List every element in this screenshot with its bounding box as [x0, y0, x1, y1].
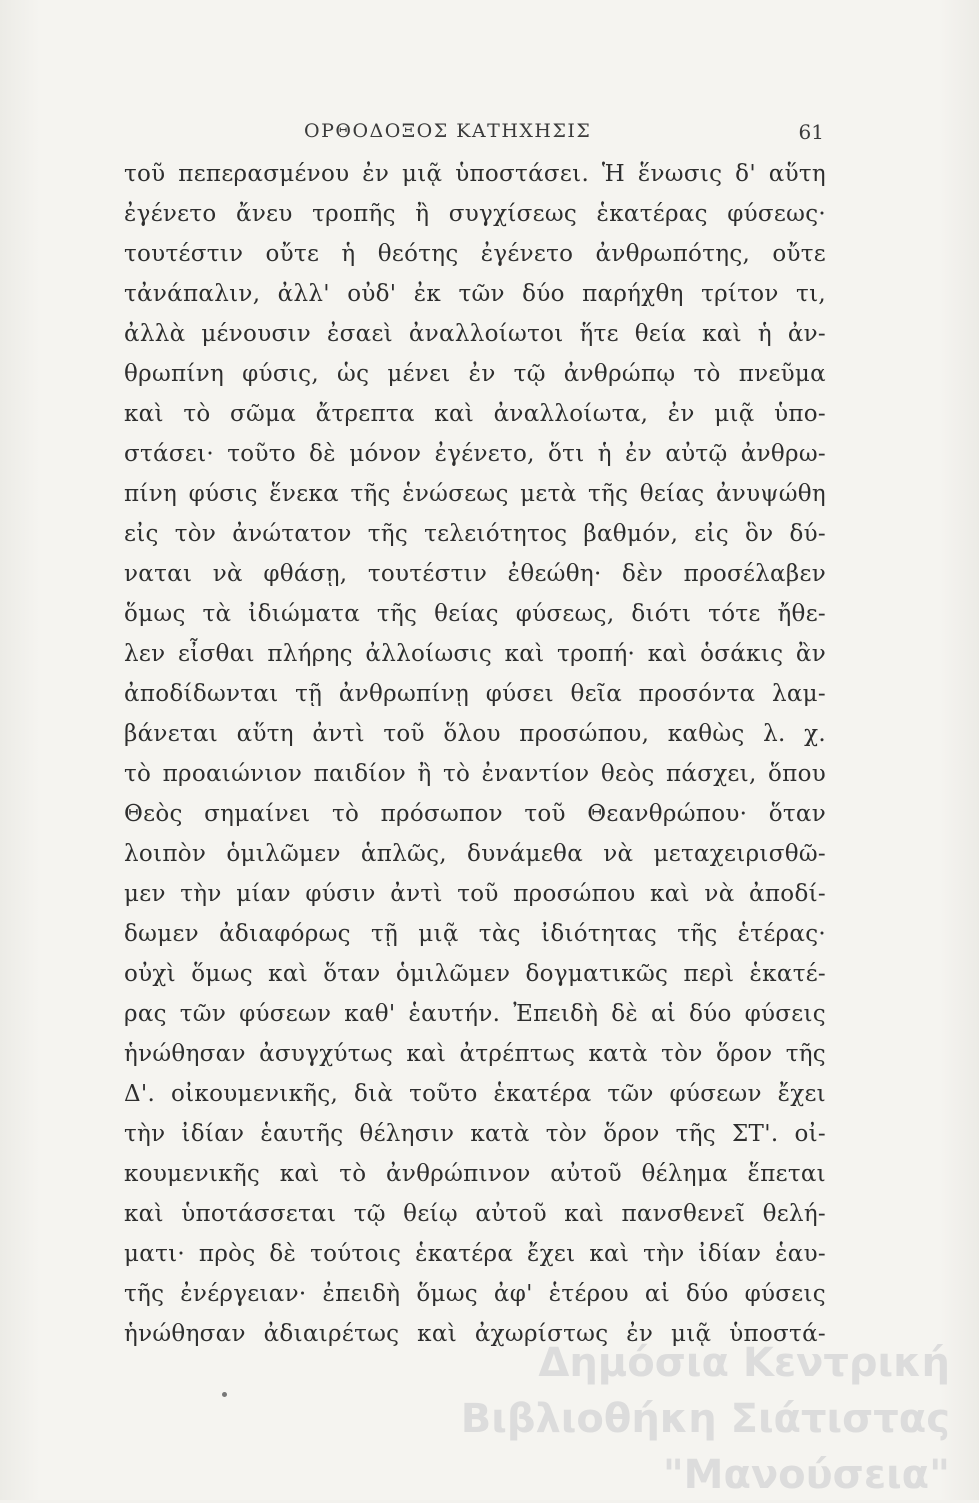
text-line: τῆς ἐνέργειαν· ἐπειδὴ ὅμως ἀφ' ἑτέρου αἱ δύο φύσεις — [124, 1281, 826, 1307]
watermark-line-1: Δημόσια Κεντρική — [538, 1340, 950, 1386]
text-line: εἰς τὸν ἀνώτατον τῆς τελειότητος βαθμόν, εἰς ὃν δύ- — [124, 521, 826, 547]
text-line: δωμεν ἀδιαφόρως τῇ μιᾷ τὰς ἰδιότητας τῆς ἑτέρας· — [124, 921, 826, 947]
text-line: μεν τὴν μίαν φύσιν ἀντὶ τοῦ προσώπου καὶ νὰ ἀποδί- — [124, 881, 826, 907]
text-line: τουτέστιν οὔτε ἡ θεότης ἐγένετο ἀνθρωπότης, οὔτε — [124, 241, 826, 267]
text-line: λεν εἶσθαι πλήρης ἀλλοίωσις καὶ τροπή· καὶ ὁσάκις ἂν — [124, 641, 826, 667]
text-line: ἀποδίδωνται τῇ ἀνθρωπίνῃ φύσει θεῖα προσόντα λαμ- — [124, 681, 826, 707]
text-line: Δ'. οἰκουμενικῆς, διὰ τοῦτο ἑκατέρα τῶν φύσεων ἔχει — [124, 1081, 826, 1107]
text-line: τἀνάπαλιν, ἀλλ' οὐδ' ἐκ τῶν δύο παρήχθη τρίτον τι, — [124, 281, 826, 307]
running-head — [124, 120, 824, 150]
running-title: ΟΡΘΟΔΟΞΟΣ ΚΑΤΗΧΗΣΙΣ — [304, 120, 592, 142]
text-line: τοῦ πεπερασμένου ἐν μιᾷ ὑποστάσει. Ἡ ἕνωσις δ' αὕτη — [124, 161, 826, 187]
text-line: ἐγένετο ἄνευ τροπῆς ἢ συγχίσεως ἑκατέρας φύσεως· — [124, 201, 826, 227]
watermark-line-2: Βιβλιοθήκη Σιάτιστας "Μανούσεια" — [460, 1396, 950, 1498]
text-line: ματι· πρὸς δὲ τούτοις ἑκατέρα ἔχει καὶ τὴν ἰδίαν ἑαυ- — [124, 1241, 826, 1267]
text-line: ὅμως τὰ ἰδιώματα τῆς θείας φύσεως, διότι τότε ἤθε- — [124, 601, 826, 627]
text-line: ἡνώθησαν ἀδιαιρέτως καὶ ἀχωρίστως ἐν μιᾷ ὑποστά- — [124, 1321, 826, 1347]
text-line: θρωπίνη φύσις, ὡς μένει ἐν τῷ ἀνθρώπῳ τὸ πνεῦμα — [124, 361, 826, 387]
text-line: στάσει· τοῦτο δὲ μόνον ἐγένετο, ὅτι ἡ ἐν αὐτῷ ἀνθρω- — [124, 441, 826, 467]
library-watermark — [230, 1335, 950, 1503]
text-line: καὶ ὑποτάσσεται τῷ θείῳ αὐτοῦ καὶ πανσθενεῖ θελή- — [124, 1201, 826, 1227]
text-line: πίνη φύσις ἕνεκα τῆς ἑνώσεως μετὰ τῆς θείας ἀνυψώθη — [124, 481, 826, 507]
text-line: βάνεται αὕτη ἀντὶ τοῦ ὅλου προσώπου, καθὼς λ. χ. — [124, 721, 826, 747]
text-line: ἀλλὰ μένουσιν ἐσαεὶ ἀναλλοίωτοι ἥτε θεία καὶ ἡ ἀν- — [124, 321, 826, 347]
body-text — [124, 154, 826, 1354]
text-line: τὴν ἰδίαν ἑαυτῆς θέλησιν κατὰ τὸν ὅρον τῆς ΣΤ'. οἰ- — [124, 1121, 826, 1147]
text-line: τὸ προαιώνιον παιδίον ἢ τὸ ἐναντίον θεὸς πάσχει, ὅπου — [124, 761, 826, 787]
text-line: κουμενικῆς καὶ τὸ ἀνθρώπινον αὐτοῦ θέλημα ἕπεται — [124, 1161, 826, 1187]
text-line: ναται νὰ φθάσῃ, τουτέστιν ἐθεώθη· δὲν προσέλαβεν — [124, 561, 826, 587]
margin-dot — [222, 1392, 227, 1397]
text-line: ρας τῶν φύσεων καθ' ἑαυτήν. Ἐπειδὴ δὲ αἱ δύο φύσεις — [124, 1001, 826, 1027]
page-number: 61 — [798, 120, 824, 144]
text-line: Θεὸς σημαίνει τὸ πρόσωπον τοῦ Θεανθρώπου· ὅταν — [124, 801, 826, 827]
text-line: οὐχὶ ὅμως καὶ ὅταν ὁμιλῶμεν δογματικῶς περὶ ἑκατέ- — [124, 961, 826, 987]
text-line: καὶ τὸ σῶμα ἄτρεπτα καὶ ἀναλλοίωτα, ἐν μιᾷ ὑπο- — [124, 401, 826, 427]
text-line: λοιπὸν ὁμιλῶμεν ἁπλῶς, δυνάμεθα νὰ μεταχειρισθῶ- — [124, 841, 826, 867]
text-line: ἡνώθησαν ἀσυγχύτως καὶ ἀτρέπτως κατὰ τὸν ὅρον τῆς — [124, 1041, 826, 1067]
